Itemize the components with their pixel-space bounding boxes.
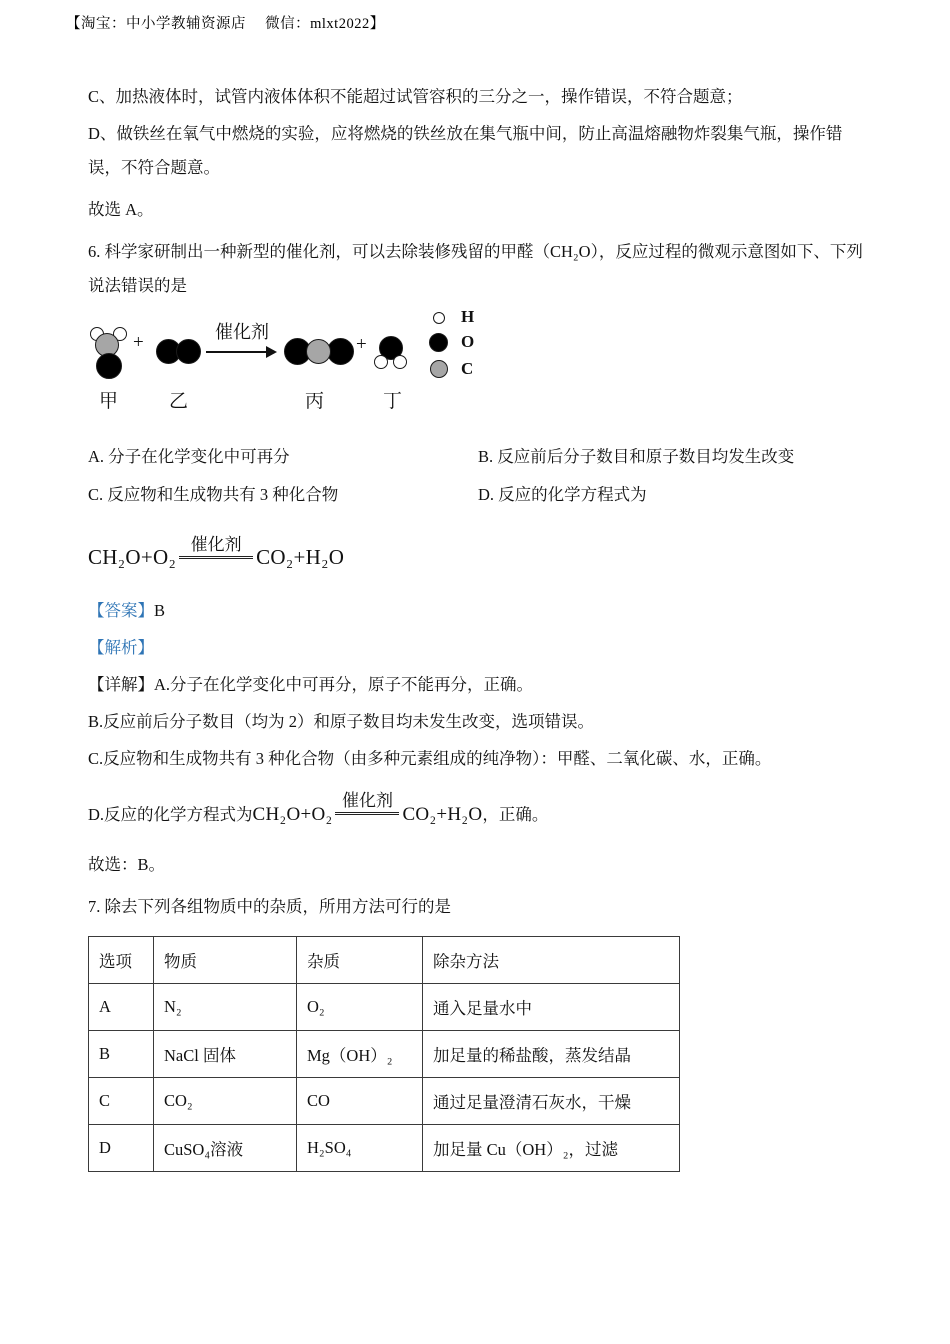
table-header-row: [89, 937, 680, 984]
table-cell: D: [89, 1125, 154, 1172]
table-row: [89, 984, 680, 1031]
equation-right: CO₂+H₂O: [402, 804, 483, 825]
answer-value: B: [154, 601, 166, 620]
prev-conclusion: 故选 A。: [88, 200, 154, 219]
table-cell: 通入足量水中: [423, 984, 680, 1031]
detail-d-line: [88, 790, 868, 832]
reaction-micro-diagram: [88, 306, 508, 420]
table-cell: C: [89, 1078, 154, 1125]
molecule-label-bing: 丙: [305, 391, 325, 412]
question6-conclusion: 故选：B。: [88, 855, 166, 874]
detail-b-line: B.反应前后分子数目（均为 2）和原子数目均未发生改变，选项错误。: [88, 712, 595, 731]
catalyst-arrow-label: 催化剂: [215, 322, 269, 342]
legend-c-atom-icon: [430, 360, 448, 378]
equation-right: CO₂+H₂O: [256, 545, 345, 569]
equation-catalyst-condition: [179, 534, 253, 559]
answer-line: [88, 594, 868, 628]
option-d: D. 反应的化学方程式为: [478, 485, 647, 504]
analysis-tag-line: [88, 631, 868, 665]
table-cell: 通过足量澄清石灰水，干燥: [423, 1078, 680, 1125]
header-cell: 除杂方法: [423, 937, 680, 984]
ding-h-atom-icon: [374, 355, 388, 369]
table-cell: CO₂: [154, 1078, 297, 1125]
equals-double-line: [179, 556, 253, 559]
legend-c-label: C: [461, 359, 474, 378]
table-cell: H₂SO₄: [297, 1125, 423, 1172]
jia-o-atom-icon: [96, 353, 122, 379]
catalyst-text: 催化剂: [190, 535, 242, 554]
plus-sign: +: [133, 332, 144, 353]
detail-d-suffix: ，正确。: [482, 805, 549, 824]
table-cell: A: [89, 984, 154, 1031]
catalyst-text: 催化剂: [341, 791, 393, 810]
question6-options: [88, 440, 868, 512]
header-cell: 物质: [154, 937, 297, 984]
table-row: [89, 1125, 680, 1172]
option-b: B. 反应前后分子数目和原子数目均发生改变: [478, 447, 795, 466]
table-cell: Mg（OH）₂: [297, 1031, 423, 1078]
header-cell: 选项: [89, 937, 154, 984]
detail-a-line: 【详解】A.分子在化学变化中可再分，原子不能再分，正确。: [88, 675, 534, 694]
yi-o-atom-icon: [176, 339, 201, 364]
molecule-label-yi: 乙: [169, 391, 189, 412]
analysis-tag: 【解析】: [88, 638, 154, 657]
header-cell: 杂质: [297, 937, 423, 984]
impurity-removal-table: [88, 936, 680, 1172]
detail-d-prefix: D.反应的化学方程式为: [88, 805, 253, 824]
table-cell: 加足量的稀盐酸，蒸发结晶: [423, 1031, 680, 1078]
table-row: [89, 1078, 680, 1125]
equation-catalyst-condition: [335, 790, 399, 815]
molecule-label-jia: 甲: [99, 391, 119, 412]
legend-h-atom-icon: [433, 312, 445, 324]
equals-double-line: [335, 812, 399, 815]
plus-sign: +: [356, 334, 367, 355]
table-cell: CO: [297, 1078, 423, 1125]
molecule-label-ding: 丁: [383, 391, 403, 412]
table-cell: CuSO₄溶液: [154, 1125, 297, 1172]
store-watermark-header: 【淘宝：中小学教辅资源店 微信：mlxt2022】: [66, 16, 385, 32]
prev-option-c-analysis: C、加热液体时，试管内液体体积不能超过试管容积的三分之一，操作错误，不符合题意；: [88, 87, 743, 106]
detail-c-line: C.反应物和生成物共有 3 种化合物（由多种元素组成的纯净物）：甲醛、二氧化碳、水，正确。: [88, 749, 772, 768]
prev-option-d-analysis: D、做铁丝在氧气中燃烧的实验，应将燃烧的铁丝放在集气瓶中间，防止高温熔融物炸裂集气瓶，操作错误，不符合题意。: [88, 124, 843, 177]
reaction-arrow-head-icon: [266, 346, 277, 358]
answer-tag: 【答案】: [88, 601, 154, 620]
bing-o-atom-icon: [327, 338, 354, 365]
equation-left: CH₂O+O₂: [88, 545, 177, 569]
table-cell: N₂: [154, 984, 297, 1031]
question7-stem: 7. 除去下列各组物质中的杂质，所用方法可行的是: [88, 897, 451, 916]
bing-c-atom-icon: [306, 339, 331, 364]
detail-d-equation: [252, 791, 483, 825]
reaction-arrow: [206, 351, 268, 353]
option-c: C. 反应物和生成物共有 3 种化合物: [88, 485, 339, 504]
table-cell: B: [89, 1031, 154, 1078]
table-cell: NaCl 固体: [154, 1031, 297, 1078]
question6-stem: 6. 科学家研制出一种新型的催化剂，可以去除装修残留的甲醛（CH₂O），反应过程的微观示意图如下、下列说法错误的是: [88, 242, 863, 295]
legend-o-atom-icon: [429, 333, 448, 352]
ding-h-atom-icon: [393, 355, 407, 369]
option-a: A. 分子在化学变化中可再分: [88, 447, 290, 466]
legend-o-label: O: [461, 332, 475, 351]
equation-left: CH₂O+O₂: [252, 804, 333, 825]
legend-h-label: H: [461, 307, 475, 326]
option-d-equation: [88, 534, 868, 570]
document-content: [88, 80, 868, 1172]
table-cell: 加足量 Cu（OH）₂，过滤: [423, 1125, 680, 1172]
table-cell: O₂: [297, 984, 423, 1031]
table-row: [89, 1031, 680, 1078]
